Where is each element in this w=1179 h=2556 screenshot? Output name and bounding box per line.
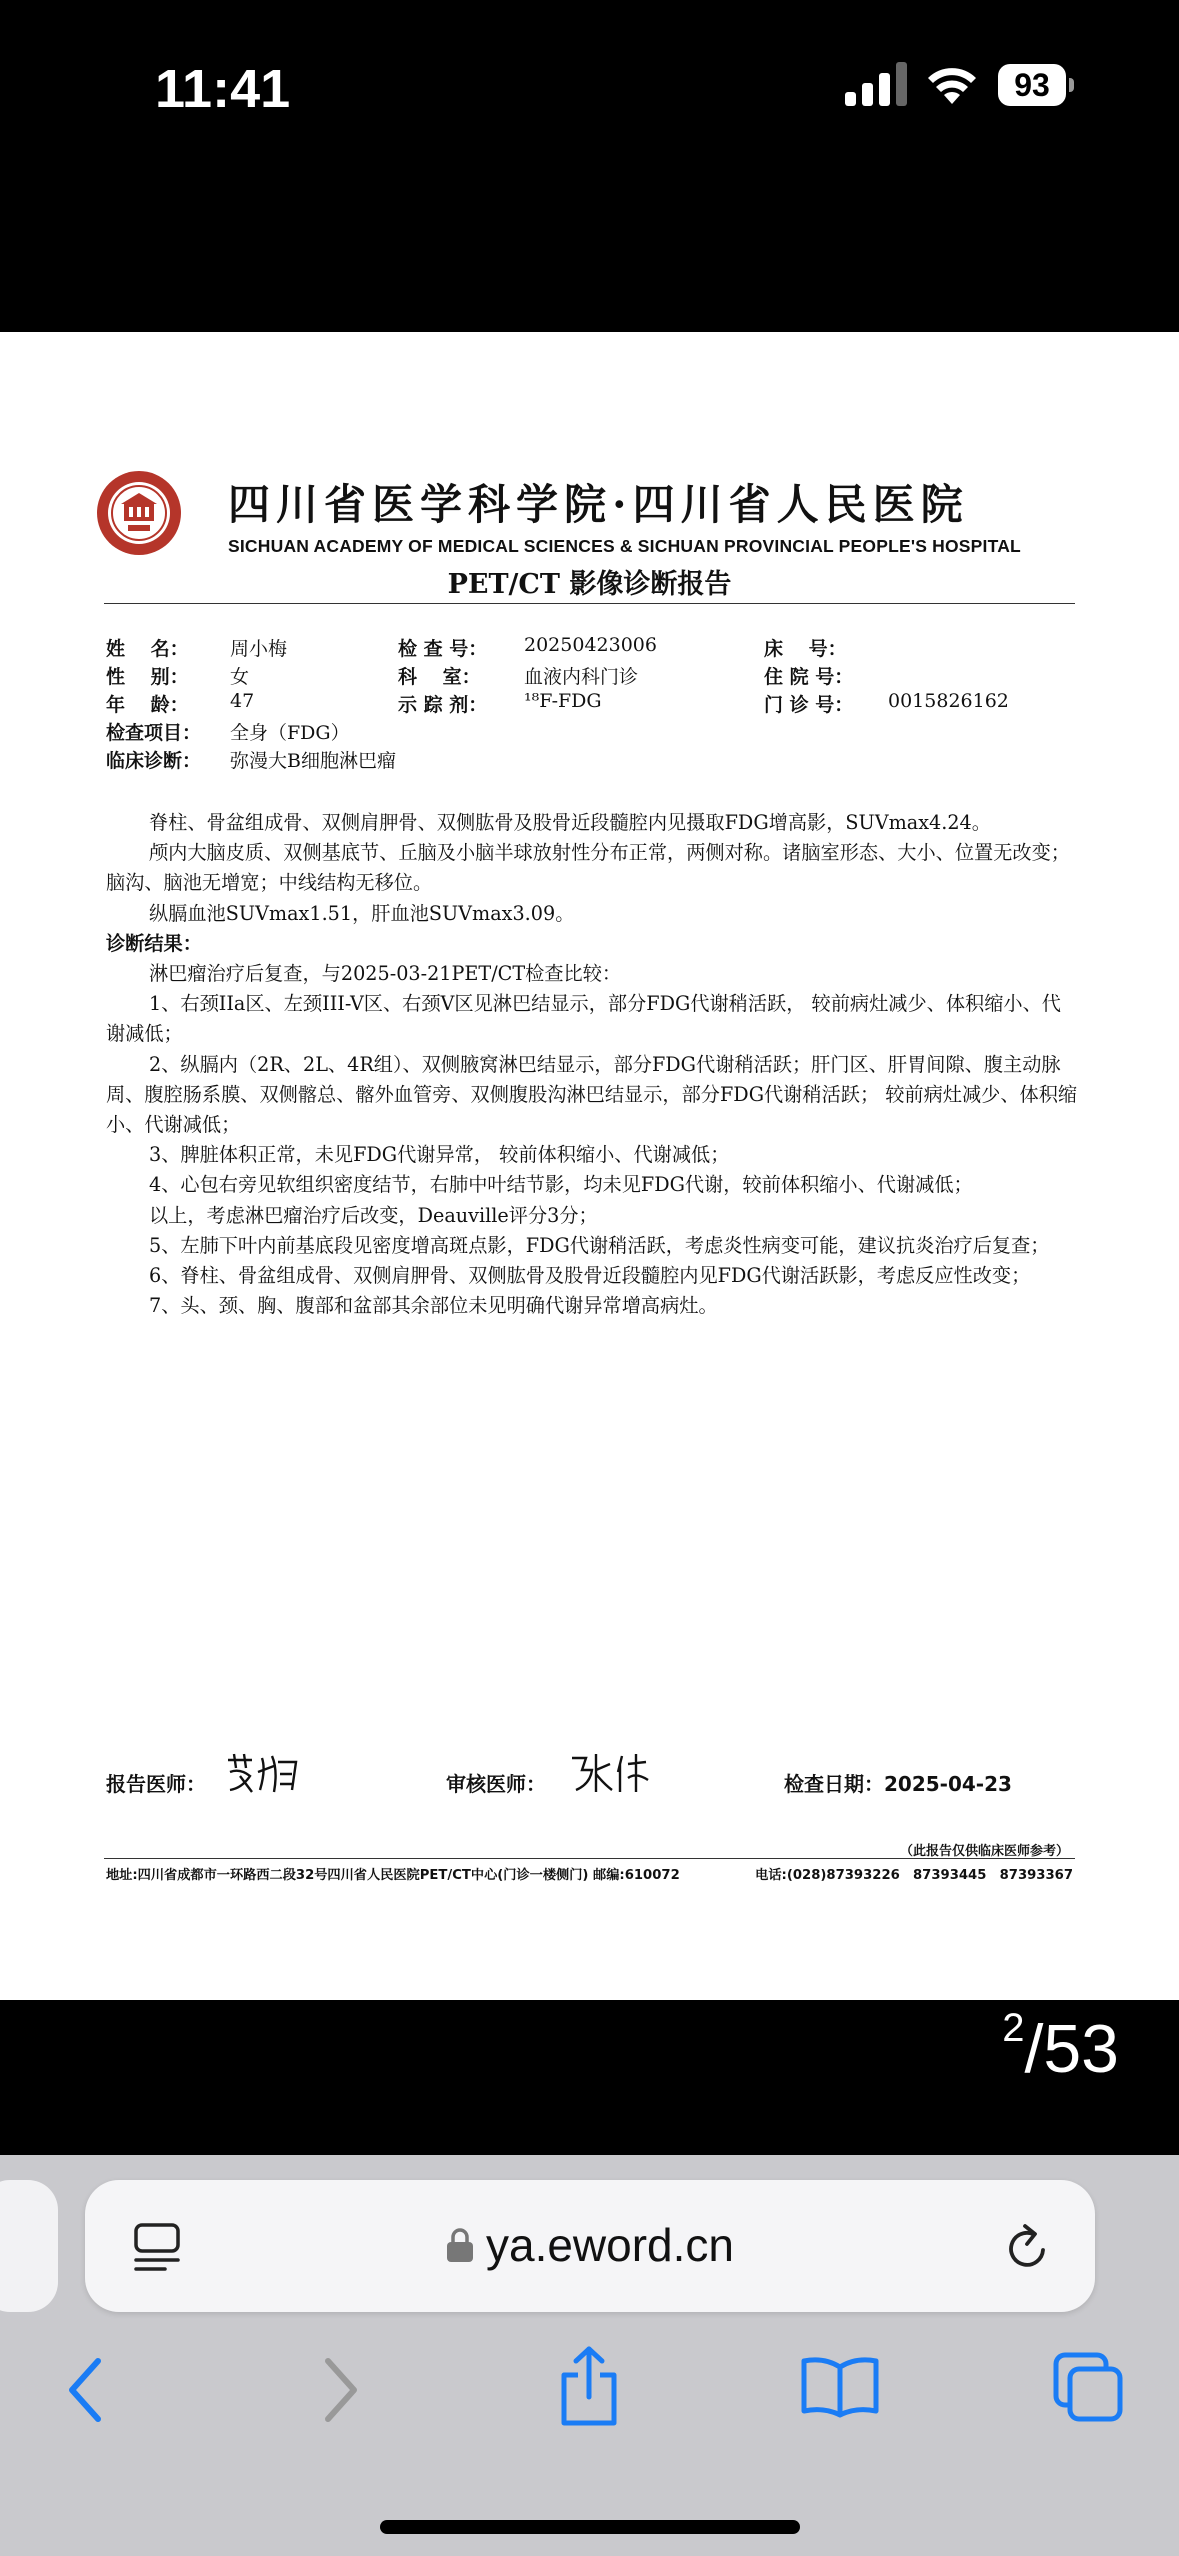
chevron-left-icon[interactable] [62,2355,110,2425]
reviewer-label: 审核医师： [446,1772,546,1796]
address-url[interactable] [85,2218,1095,2272]
info-exam-no [398,634,657,661]
sex-label: 性 别： [106,666,189,688]
hospital-name-cn: 四川省医学科学院·四川省人民医院 [228,480,969,529]
diagnosis-1: 1、右颈IIa区、左颈III-V区、右颈V区见淋巴结显示，部分FDG代谢稍活跃， 较前病灶减少、体积缩小、代谢减低； [106,992,1061,1046]
diagnosis-5: 5、左肺下叶内前基底段见密度增高斑点影，FDG代谢稍活跃，考虑炎性病变可能，建议抗炎治疗后复查； [149,1233,1050,1257]
bed-label: 床 号： [764,638,847,660]
address-bar[interactable] [85,2180,1095,2312]
lock-icon [446,2227,474,2263]
reviewer-signature [566,1750,652,1796]
dept-value: 血液内科门诊 [524,666,639,688]
info-inpatient [764,662,853,689]
reference-note: （此报告仅供临床医师参考） [899,1844,1069,1859]
tabs-icon[interactable] [1052,2351,1126,2423]
diagnosis-4: 4、心包右旁见软组织密度结节，右肺中叶结节影，均未见FDG代谢，较前体积缩小、代谢减低； [149,1173,973,1197]
info-clinical [106,746,396,773]
browser-toolbar [0,2155,1179,2556]
previous-tab-peek[interactable] [0,2180,58,2312]
info-sex [106,662,250,689]
page-current: 2 [1002,2006,1025,2050]
wifi-icon [925,60,979,106]
page-counter-band [0,2000,1179,2155]
name-value: 周小梅 [230,638,288,660]
hospital-name-en: SICHUAN ACADEMY OF MEDICAL SCIENCES & SICHUAN PROVINCIAL PEOPLE'S HOSPITAL [228,536,1021,556]
book-icon[interactable] [800,2355,880,2419]
tracer-value: ¹⁸F-FDG [524,690,602,712]
diagnosis-2: 2、纵膈内（2R、2L、4R组）、双侧腋窝淋巴结显示，部分FDG代谢稍活跃；肝门区、肝胃间隙、腹主动脉周、腹腔肠系膜、双侧髂总、髂外血管旁、双侧腹股沟淋巴结显示，部分FDG代谢稍活跃； 较前病灶减少、体积缩小、代谢减低； [106,1052,1078,1137]
exam-date-label: 检查日期： [784,1772,884,1796]
finding-2: 颅内大脑皮质、双侧基底节、丘脑及小脑半球放射性分布正常，两侧对称。诸脑室形态、大小、位置无改变；脑沟、脑池无增宽；中线结构无移位。 [106,841,1070,895]
age-value: 47 [230,690,255,712]
inpatient-label: 住 院 号： [764,666,854,688]
report-page [0,332,1179,2000]
item-value: 全身（FDG） [230,722,350,744]
outpatient-label: 门 诊 号： [764,694,854,716]
battery-level: 93 [998,64,1066,106]
diagnosis-heading: 诊断结果： [106,931,202,955]
exam-date-value: 2025-04-23 [884,1772,1012,1796]
report-body [106,808,1078,1321]
finding-3: 纵膈血池SUVmax1.51，肝血池SUVmax3.09。 [149,901,575,925]
reporter-signature [222,1750,302,1796]
exam-no-value: 20250423006 [524,634,657,656]
hospital-logo-icon [95,469,183,557]
footer-divider [104,1858,1075,1859]
reload-icon[interactable] [1003,2222,1053,2272]
chevron-right-icon[interactable] [316,2355,364,2425]
cellular-signal-icon [845,62,909,106]
footer-address: 地址:四川省成都市一环路西二段32号四川省人民医院PET/CT中心(门诊一楼侧门) 邮编:610072 [106,1868,680,1883]
status-bar [0,0,1179,332]
diagnosis-6: 6、脊柱、骨盆组成骨、双侧肩胛骨、双侧肱骨及股骨近段髓腔内见FDG代谢活跃影，考虑反应性改变； [149,1264,1031,1288]
info-outpatient [764,690,1009,717]
share-icon[interactable] [556,2345,622,2427]
info-age [106,690,255,717]
home-indicator [380,2520,800,2534]
page-total: /53 [1024,2011,1119,2087]
url-text[interactable]: ya.eword.cn [485,2219,734,2271]
diagnosis-intro: 淋巴瘤治疗后复查，与2025-03-21PET/CT检查比较： [149,962,622,986]
finding-1: 脊柱、骨盆组成骨、双侧肩胛骨、双侧肱骨及股骨近段髓腔内见摄取FDG增高影，SUVmax4.24。 [149,811,991,834]
page-counter [1002,2006,1119,2088]
clinical-label: 临床诊断： [106,750,202,772]
dept-label: 科 室： [398,666,481,688]
footer-phone: 电话:(028)87393226 87393445 87393367 [755,1868,1073,1883]
info-item [106,718,350,745]
info-name [106,634,288,661]
reporter-label: 报告医师： [106,1772,206,1796]
tracer-label: 示 踪 剂： [398,694,488,716]
age-label: 年 龄： [106,694,189,716]
info-bed [764,634,847,661]
name-label: 姓 名： [106,638,189,660]
clinical-value: 弥漫大B细胞淋巴瘤 [230,750,396,772]
status-time: 11:41 [155,59,291,119]
report-title: PET/CT 影像诊断报告 [447,569,732,600]
info-dept [398,662,639,689]
battery-tip [1069,78,1074,92]
battery-indicator [998,64,1074,106]
exam-no-label: 检 查 号： [398,638,488,660]
sex-value: 女 [230,666,250,688]
diagnosis-3: 3、脾脏体积正常，未见FDG代谢异常， 较前体积缩小、代谢减低； [149,1143,730,1167]
item-label: 检查项目： [106,722,202,744]
diagnosis-7: 7、头、颈、胸、腹部和盆部其余部位未见明确代谢异常增高病灶。 [149,1294,718,1318]
diagnosis-summary: 以上，考虑淋巴瘤治疗后改变，Deauville评分3分； [149,1203,598,1227]
info-tracer [398,690,602,717]
exam-date-block [784,1768,1012,1797]
header-divider [104,603,1075,604]
outpatient-value: 0015826162 [888,690,1009,712]
